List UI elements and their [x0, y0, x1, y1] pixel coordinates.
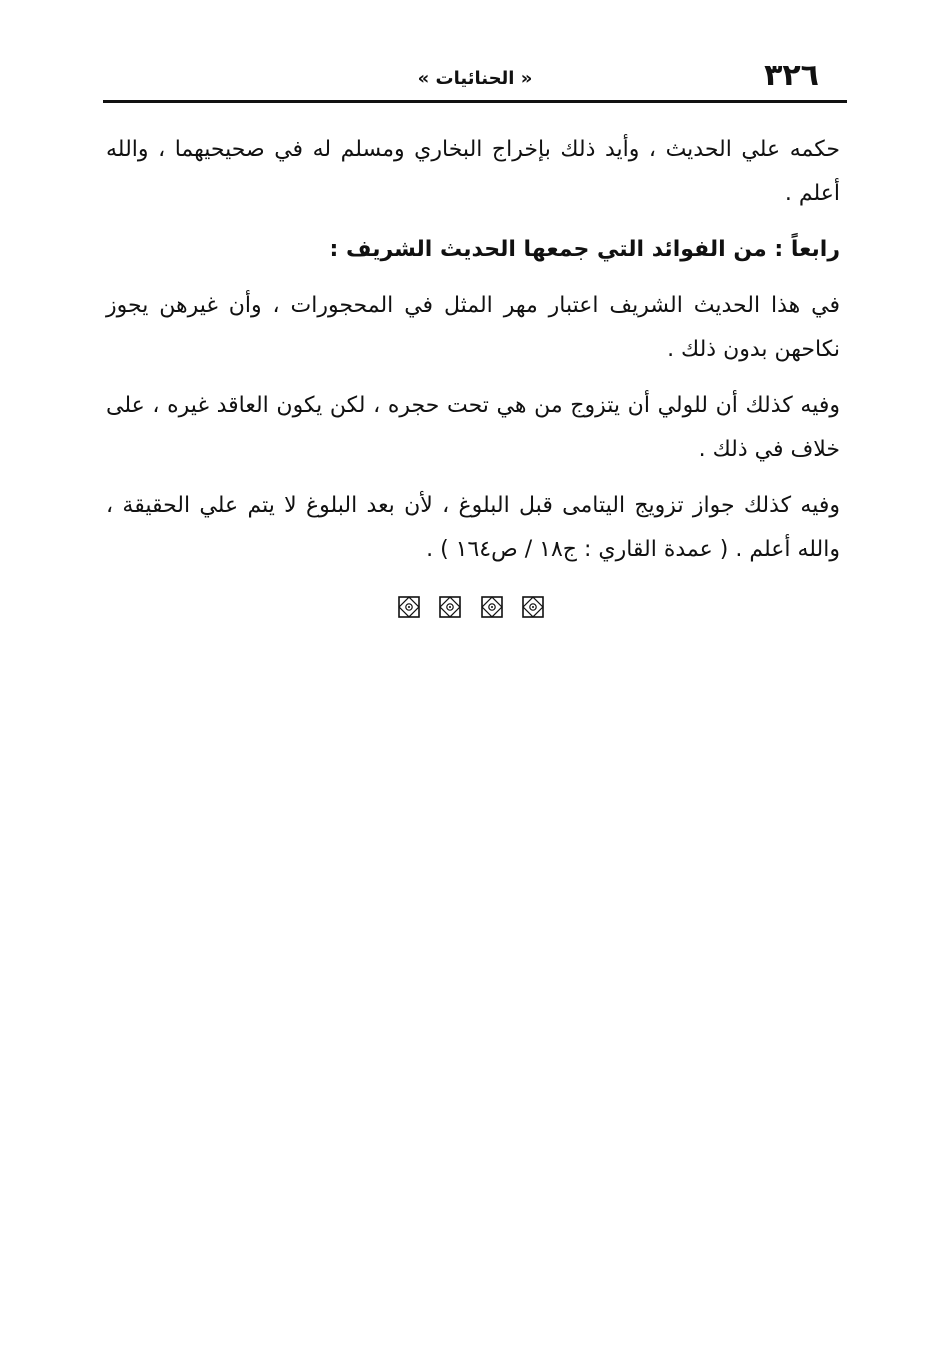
paragraph: حكمه علي الحديث ، وأيد ذلك بإخراج البخاري ومسلم له في صحيحيهما ، والله أعلم . [106, 137, 840, 206]
page-header [103, 58, 847, 100]
ornamental-knot-icon [398, 596, 420, 618]
running-title: « الحنائيات » [417, 68, 533, 89]
body-text [106, 128, 840, 584]
paragraph: في هذا الحديث الشريف اعتبار مهر المثل في المحجورات ، وأن غيرهن يجوز نكاحهن بدون ذلك . [106, 293, 840, 362]
section-heading: رابعاً : من الفوائد التي جمعها الحديث الشريف : [329, 237, 840, 262]
header-rule [103, 100, 847, 103]
page-number: ٣٢٦ [764, 58, 819, 93]
section-end-ornaments [0, 596, 942, 618]
ornamental-knot-icon [522, 596, 544, 618]
paragraph: وفيه كذلك جواز تزويج اليتامى قبل البلوغ ، لأن بعد البلوغ لا يتم علي الحقيقة ، والله أعلم . ( عمدة القاري : ج١٨ / ص١٦٤ ) . [106, 493, 840, 562]
ornamental-knot-icon [481, 596, 503, 618]
ornamental-knot-icon [439, 596, 461, 618]
paragraph: وفيه كذلك أن للولي أن يتزوج من هي تحت حجره ، لكن يكون العاقد غيره ، على خلاف في ذلك . [106, 393, 840, 462]
